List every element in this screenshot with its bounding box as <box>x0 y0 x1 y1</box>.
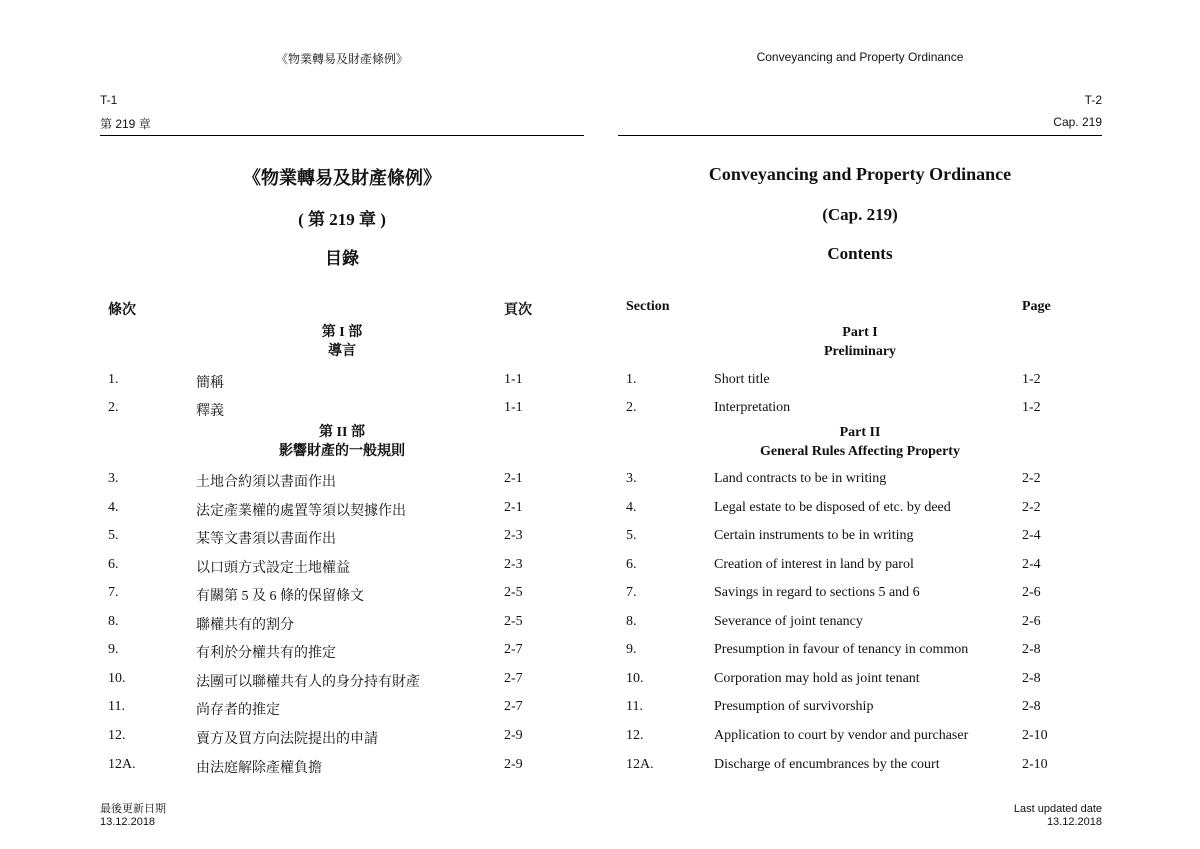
section-title: 以口頭方式設定土地權益 <box>196 561 350 576</box>
section-page: 2-4 <box>1022 557 1041 572</box>
footer <box>100 803 166 829</box>
part-1-title: 導言 <box>328 344 356 359</box>
section-number: 6. <box>108 557 119 572</box>
toc-row[interactable] <box>100 757 584 777</box>
section-page: 2-2 <box>1022 471 1041 486</box>
chapter-heading: (Cap. 219) <box>822 205 898 224</box>
section-number: 5. <box>108 528 119 543</box>
toc-row[interactable] <box>100 728 584 748</box>
toc-row[interactable] <box>100 642 584 662</box>
toc-row[interactable] <box>100 557 584 577</box>
contents-heading: 目錄 <box>325 249 359 268</box>
toc-row[interactable] <box>618 642 1102 662</box>
section-page: 2-7 <box>504 699 523 714</box>
section-page: 2-10 <box>1022 757 1048 772</box>
section-number: 9. <box>108 642 119 657</box>
toc-row[interactable] <box>618 557 1102 577</box>
section-title: Interpretation <box>714 400 791 415</box>
footer-label: 最後更新日期 <box>100 803 166 815</box>
running-head: Conveyancing and Property Ordinance <box>756 50 964 64</box>
toc-row[interactable] <box>618 372 1102 392</box>
section-number: 10. <box>108 671 126 686</box>
section-page: 2-7 <box>504 671 523 686</box>
section-number: 6. <box>626 557 637 572</box>
part-1-title: Preliminary <box>823 344 897 359</box>
toc-row[interactable] <box>100 400 584 420</box>
chapter-label: 第 219 章 <box>100 117 151 131</box>
toc-row[interactable] <box>100 471 584 491</box>
section-title: 某等文書須以書面作出 <box>196 532 336 547</box>
part-1-heading <box>618 323 1102 361</box>
section-number: 11. <box>108 699 125 714</box>
section-page: 2-9 <box>504 728 523 743</box>
footer-date: 13.12.2018 <box>100 816 156 828</box>
section-number: 9. <box>626 642 637 657</box>
page-number: T-1 <box>100 93 118 107</box>
part-1-heading <box>100 323 584 361</box>
section-title: 法團可以聯權共有人的身分持有財產 <box>196 675 420 690</box>
part-2-label: 第 II 部 <box>319 425 365 440</box>
chapter-heading: ( 第 219 章 ) <box>298 210 386 229</box>
section-page: 2-5 <box>504 614 523 629</box>
section-number: 1. <box>626 372 637 387</box>
section-number: 5. <box>626 528 637 543</box>
section-title: 釋義 <box>196 404 224 419</box>
section-number: 12. <box>108 728 126 743</box>
header-rule <box>100 135 584 136</box>
section-number: 2. <box>626 400 637 415</box>
section-page: 2-9 <box>504 757 523 772</box>
toc-row[interactable] <box>100 528 584 548</box>
toc-row[interactable] <box>100 699 584 719</box>
toc-row[interactable] <box>618 500 1102 520</box>
right-page <box>618 0 1102 849</box>
section-title: 由法庭解除產權負擔 <box>196 761 322 776</box>
section-title: Application to court by vendor and purchaser <box>714 728 969 743</box>
section-title: 簡稱 <box>196 376 224 391</box>
section-number: 7. <box>108 585 119 600</box>
part-2-title: General Rules Affecting Property <box>760 444 960 459</box>
footer-label: Last updated date <box>1013 803 1102 815</box>
toc-row[interactable] <box>618 699 1102 719</box>
section-page: 1-1 <box>504 372 523 387</box>
section-title: Discharge of encumbrances by the court <box>714 757 940 772</box>
toc-row[interactable] <box>618 585 1102 605</box>
section-page: 2-4 <box>1022 528 1041 543</box>
document-title: Conveyancing and Property Ordinance <box>708 164 1012 184</box>
part-2-heading <box>100 423 584 461</box>
document-title: 《物業轉易及財產條例》 <box>243 168 441 188</box>
section-title: Corporation may hold as joint tenant <box>714 671 920 686</box>
section-page: 2-10 <box>1022 728 1048 743</box>
section-number: 12A. <box>626 757 654 772</box>
toc-row[interactable] <box>100 585 584 605</box>
section-title: 尚存者的推定 <box>196 703 280 718</box>
column-header-page: Page <box>1022 299 1051 314</box>
section-page: 1-2 <box>1022 372 1041 387</box>
section-number: 2. <box>108 400 119 415</box>
footer <box>1014 803 1102 829</box>
section-title: Legal estate to be disposed of etc. by deed <box>714 500 951 515</box>
section-title: Presumption in favour of tenancy in common <box>714 642 969 657</box>
contents-heading: Contents <box>827 244 893 263</box>
section-title: 土地合約須以書面作出 <box>196 475 336 490</box>
section-title: Presumption of survivorship <box>714 699 874 714</box>
toc-row[interactable] <box>618 528 1102 548</box>
section-number: 12A. <box>108 757 136 772</box>
section-number: 4. <box>626 500 637 515</box>
section-page: 2-2 <box>1022 500 1041 515</box>
section-title: 有利於分權共有的推定 <box>196 646 336 661</box>
part-2-heading <box>618 423 1102 461</box>
section-title: Severance of joint tenancy <box>714 614 863 629</box>
toc-row[interactable] <box>618 471 1102 491</box>
section-number: 3. <box>108 471 119 486</box>
section-number: 11. <box>626 699 643 714</box>
column-header-section: 條次 <box>108 303 136 318</box>
section-page: 2-8 <box>1022 699 1041 714</box>
section-page: 1-2 <box>1022 400 1041 415</box>
section-title: 賣方及買方向法院提出的申請 <box>196 732 378 747</box>
section-page: 2-8 <box>1022 671 1041 686</box>
running-head: 《物業轉易及財產條例》 <box>275 52 408 66</box>
left-page <box>100 0 584 849</box>
section-number: 3. <box>626 471 637 486</box>
section-number: 12. <box>626 728 644 743</box>
page-number: T-2 <box>1084 93 1102 107</box>
section-page: 2-7 <box>504 642 523 657</box>
section-number: 8. <box>108 614 119 629</box>
part-1-label: Part I <box>842 325 878 340</box>
footer-date: 13.12.2018 <box>1046 816 1102 828</box>
toc-row[interactable] <box>618 614 1102 634</box>
toc-row[interactable] <box>100 671 584 691</box>
section-page: 2-8 <box>1022 642 1041 657</box>
section-page: 2-3 <box>504 528 523 543</box>
section-title: Certain instruments to be in writing <box>714 528 914 543</box>
section-number: 1. <box>108 372 119 387</box>
toc-row[interactable] <box>618 671 1102 691</box>
section-title: Creation of interest in land by parol <box>714 557 914 572</box>
column-header-section: Section <box>626 299 670 314</box>
section-title: Land contracts to be in writing <box>714 471 887 486</box>
section-page: 2-3 <box>504 557 523 572</box>
section-page: 2-5 <box>504 585 523 600</box>
chapter-label: Cap. 219 <box>1053 115 1102 129</box>
toc-row[interactable] <box>618 728 1102 748</box>
column-header-page: 頁次 <box>504 303 532 318</box>
section-number: 4. <box>108 500 119 515</box>
section-title: 法定產業權的處置等須以契據作出 <box>196 504 406 519</box>
toc-row[interactable] <box>100 500 584 520</box>
section-number: 10. <box>626 671 644 686</box>
section-page: 2-6 <box>1022 614 1041 629</box>
section-title: Savings in regard to sections 5 and 6 <box>714 585 920 600</box>
section-page: 2-1 <box>504 500 523 515</box>
section-page: 2-6 <box>1022 585 1041 600</box>
section-title: 有關第 5 及 6 條的保留條文 <box>196 589 364 604</box>
part-1-label: 第 I 部 <box>321 325 363 340</box>
part-2-label: Part II <box>839 425 881 440</box>
section-page: 2-1 <box>504 471 523 486</box>
toc-row[interactable] <box>618 757 1102 777</box>
toc-row[interactable] <box>100 614 584 634</box>
part-2-title: 影響財產的一般規則 <box>279 444 405 459</box>
toc-row[interactable] <box>100 372 584 392</box>
section-title: 聯權共有的割分 <box>196 618 294 633</box>
header-rule <box>618 135 1102 136</box>
section-number: 7. <box>626 585 637 600</box>
section-number: 8. <box>626 614 637 629</box>
section-page: 1-1 <box>504 400 523 415</box>
section-title: Short title <box>714 372 770 387</box>
toc-row[interactable] <box>618 400 1102 420</box>
